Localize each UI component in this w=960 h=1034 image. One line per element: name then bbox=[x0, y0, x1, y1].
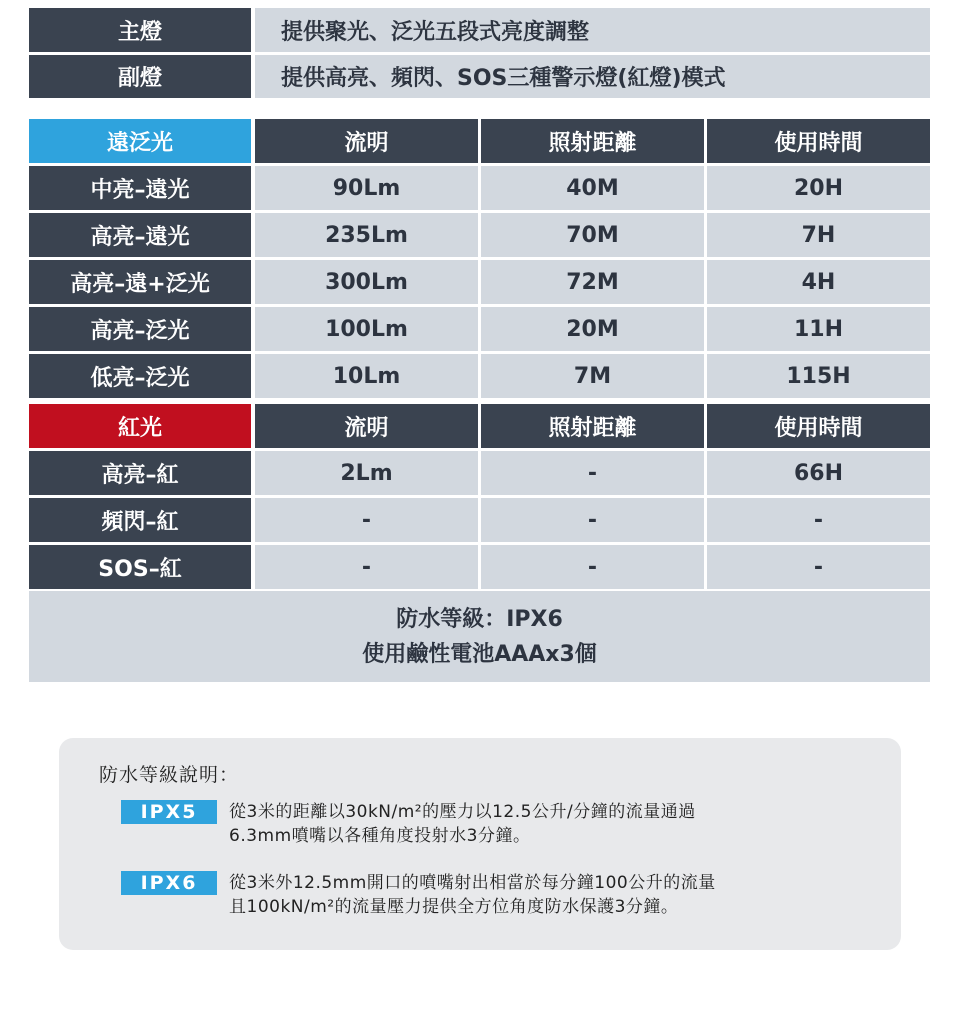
time-value: 66H bbox=[707, 451, 930, 495]
white-section-header bbox=[29, 119, 930, 163]
table-row bbox=[29, 166, 930, 210]
header-time: 使用時間 bbox=[707, 404, 930, 448]
distance-value: - bbox=[481, 498, 704, 542]
mode-label: 高亮–遠+泛光 bbox=[29, 260, 251, 304]
lumen-value: 2Lm bbox=[255, 451, 478, 495]
time-value: 20H bbox=[707, 166, 930, 210]
table-row bbox=[29, 498, 930, 542]
time-value: 11H bbox=[707, 307, 930, 351]
note-text bbox=[229, 800, 849, 848]
main-light-row bbox=[29, 8, 930, 52]
note-line: 6.3mm噴嘴以各種角度投射水3分鐘。 bbox=[229, 826, 531, 846]
waterproof-rating: 防水等級：IPX6 bbox=[396, 606, 563, 632]
main-light-label: 主燈 bbox=[29, 8, 251, 52]
mode-label: 高亮–泛光 bbox=[29, 307, 251, 351]
time-value: - bbox=[707, 498, 930, 542]
time-value: 4H bbox=[707, 260, 930, 304]
note-text bbox=[229, 871, 849, 919]
mode-label: 低亮–泛光 bbox=[29, 354, 251, 398]
distance-value: - bbox=[481, 451, 704, 495]
sub-light-value: 提供高亮、頻閃、SOS三種警示燈(紅燈)模式 bbox=[255, 55, 930, 98]
header-distance: 照射距離 bbox=[481, 119, 704, 163]
lumen-value: 300Lm bbox=[255, 260, 478, 304]
table-row bbox=[29, 354, 930, 398]
time-value: 115H bbox=[707, 354, 930, 398]
note-item-ipx5 bbox=[121, 800, 849, 848]
distance-value: - bbox=[481, 545, 704, 589]
header-lumen: 流明 bbox=[255, 119, 478, 163]
notes-title: 防水等級說明： bbox=[99, 764, 240, 786]
waterproof-notes bbox=[59, 738, 901, 950]
red-section-title: 紅光 bbox=[29, 404, 251, 448]
distance-value: 40M bbox=[481, 166, 704, 210]
red-section-header bbox=[29, 404, 930, 448]
mode-label: 頻閃–紅 bbox=[29, 498, 251, 542]
table-row bbox=[29, 545, 930, 589]
lumen-value: 10Lm bbox=[255, 354, 478, 398]
table-row bbox=[29, 213, 930, 257]
note-line: 從3米外12.5mm開口的噴嘴射出相當於每分鐘100公升的流量 bbox=[229, 873, 716, 893]
main-light-value: 提供聚光、泛光五段式亮度調整 bbox=[255, 8, 930, 52]
white-section-title: 遠泛光 bbox=[29, 119, 251, 163]
sub-light-row bbox=[29, 55, 930, 98]
lumen-value: 90Lm bbox=[255, 166, 478, 210]
table-row bbox=[29, 451, 930, 495]
ipx6-badge: IPX6 bbox=[121, 871, 217, 895]
header-distance: 照射距離 bbox=[481, 404, 704, 448]
mode-label: 高亮–紅 bbox=[29, 451, 251, 495]
time-value: 7H bbox=[707, 213, 930, 257]
table-row bbox=[29, 307, 930, 351]
ipx5-badge: IPX5 bbox=[121, 800, 217, 824]
lumen-value: - bbox=[255, 545, 478, 589]
distance-value: 70M bbox=[481, 213, 704, 257]
header-time: 使用時間 bbox=[707, 119, 930, 163]
mode-label: 高亮–遠光 bbox=[29, 213, 251, 257]
note-line: 且100kN/m²的流量壓力提供全方位角度防水保護3分鐘。 bbox=[229, 897, 679, 917]
time-value: - bbox=[707, 545, 930, 589]
mode-label: 中亮–遠光 bbox=[29, 166, 251, 210]
battery-info: 使用鹼性電池AAAx3個 bbox=[362, 641, 597, 667]
lumen-value: 235Lm bbox=[255, 213, 478, 257]
lumen-value: - bbox=[255, 498, 478, 542]
spec-footer bbox=[29, 591, 930, 682]
distance-value: 72M bbox=[481, 260, 704, 304]
lumen-value: 100Lm bbox=[255, 307, 478, 351]
header-lumen: 流明 bbox=[255, 404, 478, 448]
note-line: 從3米的距離以30kN/m²的壓力以12.5公升/分鐘的流量通過 bbox=[229, 802, 696, 822]
distance-value: 7M bbox=[481, 354, 704, 398]
note-item-ipx6 bbox=[121, 871, 849, 919]
mode-label: SOS–紅 bbox=[29, 545, 251, 589]
sub-light-label: 副燈 bbox=[29, 55, 251, 98]
distance-value: 20M bbox=[481, 307, 704, 351]
table-row bbox=[29, 260, 930, 304]
